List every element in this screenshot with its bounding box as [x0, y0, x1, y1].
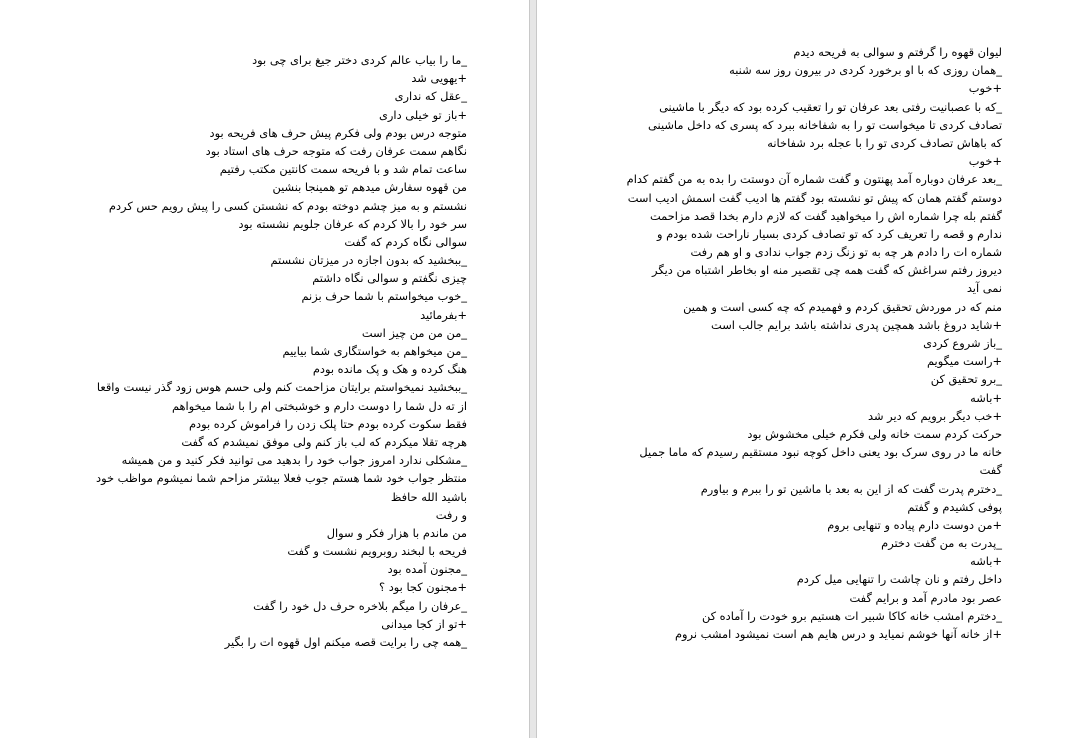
text-line: خانه ما در روی سرک بود یعنی داخل کوچه نبود مستقیم رسیدم که ماما جمیل — [639, 445, 1002, 460]
text-line: عصر بود مادرم آمد و برایم گفت — [849, 590, 1002, 605]
right-page — [536, 0, 1065, 738]
left-page-text — [47, 51, 467, 651]
text-line: _ببخشید نمیخواستم برایتان مزاحمت کنم ولی حسم هوس زود گذر نیست واقعا — [96, 380, 467, 395]
text-line: _باز شروع کردی — [923, 336, 1002, 350]
text-line: نگاهم سمت عرفان رفت که متوجه حرف های استاد بود — [205, 143, 467, 158]
text-line: سر خود را بالا کردم که عرفان جلویم نشسته بود — [238, 216, 467, 231]
text-line: _مشکلی ندارد امروز جواب خود را بدهید می توانید فکر کنید و من همیشه — [121, 453, 467, 468]
text-line: لیوان قهوه را گرفتم و سوالی به فریحه دیدم — [793, 45, 1002, 59]
text-line: _برو تحقیق کن — [930, 372, 1002, 387]
text-line: فقط سکوت کرده بودم حتا پلک زدن را فراموش کرده بودم — [189, 416, 467, 431]
text-line: نشستم و به میز چشم دوخته بودم که نشستن کسی را پیش رویم حس کردم — [108, 198, 467, 213]
text-line: متوجه درس بودم ولی فکرم پیش حرف های فریحه بود — [209, 125, 467, 140]
text-line: _پدرت به من گفت دخترم — [881, 536, 1002, 551]
text-line: شماره ات را دادم هر چه به تو زنگ زدم جواب ندادی و او هم رفت — [690, 245, 1002, 260]
text-line: _خوب میخواستم با شما حرف بزنم — [301, 289, 467, 304]
text-line: حرکت کردم سمت خانه ولی فکرم خیلی مخشوش بود — [747, 426, 1002, 441]
text-line: _مجنون آمده بود — [387, 562, 467, 577]
text-line: باشید الله حافظ — [390, 489, 467, 504]
text-line: _ببخشید که بدون اجازه در میزتان نشستم — [270, 253, 467, 268]
text-line: +مجنون کجا بود ؟ — [379, 580, 467, 595]
text-line: چیزی نگفتم و سوالی نگاه داشتم — [312, 271, 467, 286]
text-line: _بعد عرفان دوباره آمد پهنتون و گفت شماره آن دوستت را بده به من گفتم کدام — [626, 172, 1002, 187]
text-line: من ماندم با هزار فکر و سوال — [326, 525, 467, 540]
text-line: _ما را بیاب عالم کردی دختر جیغ برای چی بود — [252, 53, 467, 67]
text-line: فریحه با لبخند روبرویم نشست و گفت — [287, 544, 467, 559]
text-line: که باهاش تصادف کردی تو را با عجله برد شفاخانه — [767, 135, 1002, 150]
text-line: _دخترم امشب خانه کاکا شبیر ات هستیم برو خودت را آماده کن — [701, 608, 1002, 623]
text-line: من قهوه سفارش میدهم تو همینجا بنشین — [272, 180, 467, 195]
text-line: هرچه تقلا میکردم که لب باز کنم ولی موفق نمیشدم که گفت — [181, 434, 467, 449]
text-line: +باشه — [970, 390, 1002, 405]
text-line: دوستم گفتم همان که پیش تو نشسته بود گفتم ها ادیب گفت اسمش ادیب است — [627, 190, 1002, 205]
text-line: +یهویی شد — [411, 71, 467, 86]
text-line: هنگ کرده و هک و پک مانده بودم — [312, 362, 467, 377]
text-line: داخل رفتم و نان چاشت را تنهایی میل کردم — [796, 572, 1002, 587]
text-line: _که با عصبانیت رفتی بعد عرفان تو را تعقیب کرده بود که دیگر با ماشینی — [659, 99, 1002, 114]
text-line: +خوب — [968, 81, 1002, 96]
text-line: گفت — [979, 463, 1002, 478]
text-line: ندارم و قصه را تعریف کرد که تو تصادف کردی بسیار ناراحت شده بودم و — [657, 226, 1002, 241]
text-line: +باز تو خیلی داری — [379, 107, 467, 122]
text-line: نمی آید — [966, 281, 1002, 296]
left-page — [0, 0, 530, 738]
text-line: منم که در موردش تحقیق کردم و فهمیدم که چه کسی است و همین — [683, 299, 1002, 314]
text-line: _عقل که نداری — [394, 89, 467, 104]
text-line: +من دوست دارم پیاده و تنهایی بروم — [827, 517, 1002, 532]
text-line: +راست میگویم — [926, 354, 1002, 369]
text-line: +باشه — [970, 554, 1002, 569]
text-line: +خب دیگر برویم که دیر شد — [868, 408, 1002, 423]
text-line: +بفرمائید — [420, 307, 467, 322]
text-line: دیروز رفتم سراغش که گفت همه چی تقصیر منه او بخاطر اشتباه من دیگر — [652, 263, 1002, 278]
text-line: پوفی کشیدم و گفتم — [907, 499, 1002, 514]
text-line: +خوب — [968, 154, 1002, 169]
text-line: _دخترم پدرت گفت که از این به بعد با ماشین تو را ببرم و بیاورم — [700, 481, 1002, 496]
text-line: _من من من چیز است — [361, 325, 467, 340]
text-line: +از خانه آنها خوشم نمیاید و درس هایم هم است نمیشود امشب نروم — [675, 627, 1002, 641]
text-line: گفتم بله چرا شماره اش را میخواهید گفت که لازم دارم بخدا قصد مزاحمت — [649, 208, 1002, 223]
right-page-text — [582, 43, 1002, 643]
text-line: _همه چی را برایت قصه میکنم اول قهوه ات را بگیر — [224, 635, 467, 649]
text-line: منتظر جواب خود شما هستم جوب فعلا بیشتر مزاحم شما نمیشوم مواظب خود — [96, 471, 467, 486]
text-line: _همان روزی که با او برخورد کردی در بیرون روز سه شنبه — [729, 63, 1002, 78]
text-line: ساعت تمام شد و با فریحه سمت کانتین مکتب رفتیم — [219, 162, 467, 177]
text-line: سوالی نگاه کردم که گفت — [344, 234, 467, 249]
text-line: +تو از کجا میدانی — [381, 616, 467, 631]
text-line: _من میخواهم به خواستگاری شما بیاییم — [282, 344, 467, 358]
text-line: تصادف کردی تا میخواست تو را به شفاخانه ببرد که پسری که داخل ماشینی — [648, 117, 1002, 132]
text-line: +شاید دروغ باشد همچین پدری نداشته باشد برایم جالب است — [711, 317, 1002, 332]
text-line: و رفت — [435, 507, 467, 522]
text-line: _عرفان را میگم بلاخره حرف دل خود را گفت — [253, 598, 467, 613]
text-line: از ته دل شما را دوست دارم و خوشبختی ام را با شما میخواهم — [171, 398, 467, 413]
